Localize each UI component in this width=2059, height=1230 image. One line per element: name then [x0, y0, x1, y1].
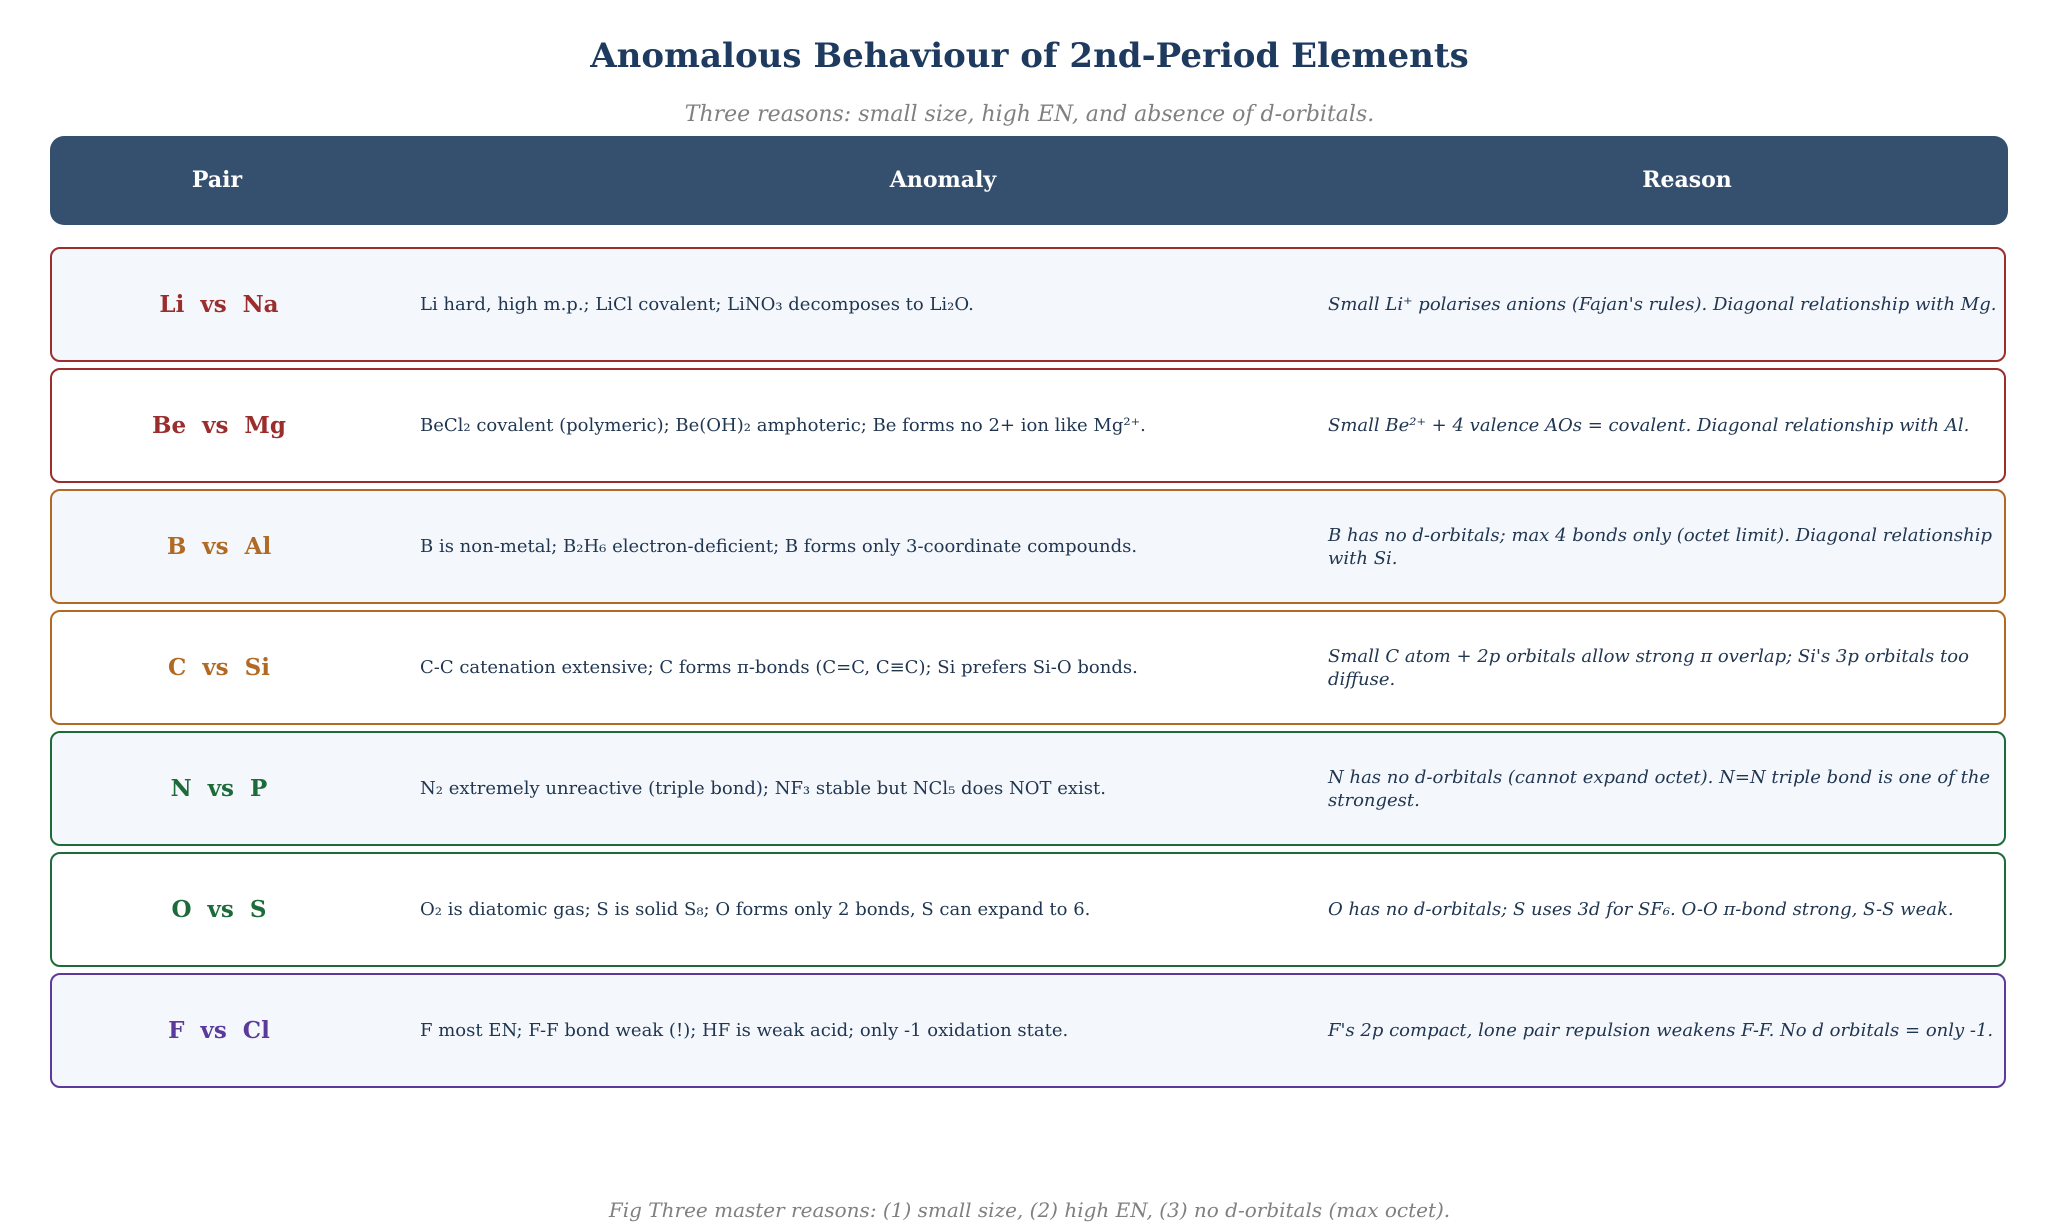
row-reason [1328, 612, 2008, 723]
row-reason-text: O has no d-orbitals; S uses 3d for SF₆. O-O π-bond strong, S-S weak. [1328, 899, 1954, 920]
row-pair: Be vs Mg [152, 412, 286, 439]
row-anomaly: O₂ is diatomic gas; S is solid S₈; O forms only 2 bonds, S can expand to 6. [420, 899, 1091, 920]
row-reason-text: B has no d-orbitals; max 4 bonds only (octet limit). Diagonal relationship with Si. [1328, 524, 1992, 569]
row-pair: B vs Al [166, 533, 272, 560]
row-reason-text: Small Be²⁺ + 4 valence AOs = covalent. Diagonal relationship with Al. [1328, 415, 1970, 436]
table-row [50, 247, 2006, 362]
row-reason-text: Small Li⁺ polarises anions (Fajan's rules). Diagonal relationship with Mg. [1328, 294, 1997, 315]
row-anomaly: B is non-metal; B₂H₆ electron-deficient; B forms only 3-coordinate compounds. [420, 536, 1138, 557]
table-row [50, 973, 2006, 1088]
row-pair: Li vs Na [159, 291, 279, 318]
header-anomaly: Anomaly [889, 167, 997, 193]
header-pair: Pair [191, 167, 243, 193]
row-anomaly: Li hard, high m.p.; LiCl covalent; LiNO₃ decomposes to Li₂O. [420, 294, 974, 315]
table-row [50, 489, 2006, 604]
row-reason-text: F's 2p compact, lone pair repulsion weakens F-F. No d orbitals = only -1. [1328, 1020, 1994, 1041]
row-pair: C vs Si [168, 654, 270, 681]
table-row [50, 852, 2006, 967]
row-reason [1328, 491, 2008, 602]
row-reason [1328, 370, 2008, 481]
row-anomaly: N₂ extremely unreactive (triple bond); NF₃ stable but NCl₅ does NOT exist. [420, 778, 1106, 799]
row-reason [1328, 249, 2008, 360]
table-row [50, 731, 2006, 846]
table-row [50, 368, 2006, 483]
page-subtitle: Three reasons: small size, high EN, and absence of d-orbitals. [684, 102, 1375, 127]
row-pair: O vs S [171, 896, 267, 923]
figure-caption: Fig Three master reasons: (1) small size, (2) high EN, (3) no d-orbitals (max octet). [608, 1198, 1451, 1222]
row-reason [1328, 733, 2008, 844]
header-reason: Reason [1642, 167, 1732, 193]
page-title: Anomalous Behaviour of 2nd-Period Elements [590, 36, 1469, 76]
row-anomaly: C-C catenation extensive; C forms π-bonds (C=C, C≡C); Si prefers Si-O bonds. [420, 657, 1138, 678]
table-header [50, 136, 2008, 225]
row-reason-text: Small C atom + 2p orbitals allow strong π overlap; Si's 3p orbitals too diffuse. [1328, 645, 1969, 690]
row-anomaly: BeCl₂ covalent (polymeric); Be(OH)₂ amphoteric; Be forms no 2+ ion like Mg²⁺. [420, 415, 1146, 436]
row-pair: N vs P [170, 775, 268, 802]
table-row [50, 610, 2006, 725]
row-anomaly: F most EN; F-F bond weak (!); HF is weak acid; only -1 oxidation state. [420, 1020, 1069, 1041]
row-reason [1328, 975, 2008, 1086]
row-reason-text: N has no d-orbitals (cannot expand octet). N=N triple bond is one of the strongest. [1328, 766, 1991, 811]
row-reason [1328, 854, 2008, 965]
row-pair: F vs Cl [168, 1017, 270, 1044]
